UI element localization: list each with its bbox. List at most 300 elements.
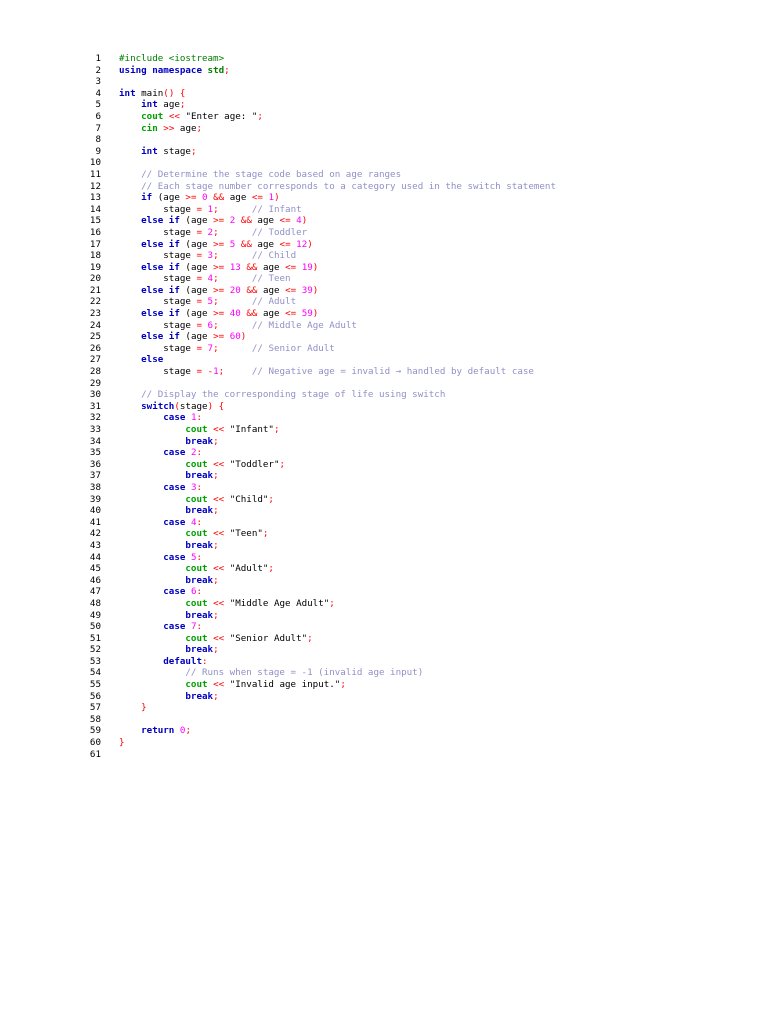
code-text bbox=[119, 308, 318, 320]
code-token: std bbox=[207, 64, 225, 76]
code-token: 19 bbox=[301, 261, 313, 273]
code-line bbox=[0, 181, 768, 193]
line-number: 4 bbox=[95, 87, 101, 99]
line-number: 61 bbox=[89, 748, 101, 760]
line-number: 29 bbox=[89, 377, 101, 389]
code-line bbox=[0, 517, 768, 529]
code-line bbox=[0, 447, 768, 459]
line-number: 26 bbox=[89, 342, 101, 354]
code-token: // Display the corresponding stage of life using switch bbox=[141, 389, 446, 401]
code-token bbox=[119, 633, 185, 644]
code-text bbox=[119, 169, 401, 181]
code-token bbox=[119, 146, 141, 157]
line-number: 15 bbox=[89, 215, 101, 227]
code-line bbox=[0, 239, 768, 251]
line-number: 48 bbox=[89, 597, 101, 609]
code-token: ) { bbox=[207, 400, 225, 412]
code-token: << bbox=[213, 493, 225, 505]
code-token: break bbox=[185, 539, 214, 551]
code-token: else if bbox=[141, 284, 180, 296]
code-token bbox=[119, 389, 141, 400]
code-token: 5 bbox=[229, 238, 236, 250]
code-token: case bbox=[163, 621, 186, 633]
code-text bbox=[119, 679, 346, 691]
code-token: ; bbox=[273, 424, 280, 435]
code-text bbox=[119, 586, 202, 598]
code-token: age bbox=[257, 261, 286, 273]
code-token: else if bbox=[141, 215, 180, 227]
code-line bbox=[0, 679, 768, 691]
code-token: ; bbox=[213, 203, 219, 215]
code-token: // Infant bbox=[251, 203, 302, 215]
code-token: // Senior Adult bbox=[251, 342, 335, 354]
code-token: 5 bbox=[190, 551, 197, 563]
code-token: "Middle Age Adult" bbox=[224, 597, 330, 609]
code-token: = bbox=[196, 366, 202, 378]
code-token: 1 bbox=[207, 203, 214, 215]
code-token bbox=[119, 517, 163, 528]
code-token: ( bbox=[174, 400, 180, 412]
code-token bbox=[219, 227, 252, 238]
code-token: break bbox=[185, 505, 214, 517]
code-text bbox=[119, 691, 219, 703]
line-number: 28 bbox=[89, 366, 101, 378]
code-token: else bbox=[141, 354, 164, 366]
code-token: ; bbox=[213, 296, 219, 308]
code-token: stage bbox=[119, 203, 197, 215]
code-token bbox=[224, 366, 252, 377]
code-text bbox=[119, 401, 224, 413]
line-number: 60 bbox=[89, 737, 101, 749]
code-token: 2 bbox=[190, 447, 197, 459]
code-token bbox=[119, 679, 185, 690]
code-token: stage bbox=[119, 226, 197, 238]
code-token: << bbox=[213, 632, 225, 644]
code-token: case bbox=[163, 481, 186, 493]
code-token: <= bbox=[279, 215, 291, 227]
code-token bbox=[119, 691, 185, 702]
code-line bbox=[0, 702, 768, 714]
line-number: 27 bbox=[89, 354, 101, 366]
code-line bbox=[0, 204, 768, 216]
code-token bbox=[119, 725, 141, 736]
code-token: // Child bbox=[251, 250, 297, 262]
code-text bbox=[119, 436, 219, 448]
code-token: 7 bbox=[207, 342, 214, 354]
code-token: "Toddler" bbox=[224, 458, 280, 470]
code-token: stage bbox=[157, 145, 191, 157]
code-token: (age bbox=[179, 261, 214, 273]
code-line bbox=[0, 389, 768, 401]
code-text bbox=[119, 192, 280, 204]
code-text bbox=[119, 494, 274, 506]
code-token: break bbox=[185, 470, 214, 482]
code-token: >= bbox=[213, 261, 225, 273]
code-text bbox=[119, 215, 307, 227]
code-token: ; bbox=[213, 435, 219, 447]
line-number: 17 bbox=[89, 238, 101, 250]
code-token: ; bbox=[213, 505, 219, 517]
code-text bbox=[119, 459, 285, 471]
code-text bbox=[119, 412, 202, 424]
code-token bbox=[119, 239, 141, 250]
code-line bbox=[0, 123, 768, 135]
code-token: case bbox=[163, 516, 186, 528]
code-token: 1 bbox=[213, 366, 219, 378]
code-text bbox=[119, 227, 307, 239]
code-token: } bbox=[141, 702, 147, 714]
line-number: 54 bbox=[89, 667, 101, 679]
code-token: = bbox=[196, 342, 202, 354]
line-number: 36 bbox=[89, 458, 101, 470]
code-token: 6 bbox=[190, 586, 197, 598]
code-token: break bbox=[185, 609, 214, 621]
code-token: cout bbox=[185, 458, 208, 470]
code-token bbox=[119, 111, 141, 122]
code-token: = bbox=[196, 250, 202, 262]
code-line bbox=[0, 633, 768, 645]
code-token: 0 bbox=[179, 725, 186, 737]
code-token: (age bbox=[179, 331, 214, 343]
code-line bbox=[0, 436, 768, 448]
line-number: 37 bbox=[89, 470, 101, 482]
code-token: : bbox=[196, 447, 203, 459]
code-token bbox=[119, 424, 185, 435]
code-token: >> bbox=[163, 122, 175, 134]
code-token: ) bbox=[312, 261, 319, 273]
code-line bbox=[0, 285, 768, 297]
code-token: ; bbox=[279, 458, 286, 470]
code-line bbox=[0, 308, 768, 320]
code-token: return bbox=[141, 725, 175, 737]
code-token: ; bbox=[185, 725, 191, 737]
code-token: <= bbox=[251, 192, 263, 204]
code-token: break bbox=[185, 435, 214, 447]
code-token bbox=[119, 621, 163, 632]
line-number: 5 bbox=[95, 99, 101, 111]
code-token bbox=[119, 447, 163, 458]
code-text bbox=[119, 65, 230, 77]
code-token: int bbox=[119, 87, 136, 99]
code-token: 39 bbox=[301, 284, 313, 296]
code-token: (age bbox=[179, 284, 214, 296]
code-token: 2 bbox=[207, 226, 214, 238]
line-number: 12 bbox=[89, 180, 101, 192]
code-token: (age bbox=[179, 238, 214, 250]
code-text bbox=[119, 737, 125, 749]
code-token: else if bbox=[141, 261, 180, 273]
code-token: = bbox=[196, 296, 202, 308]
code-line bbox=[0, 598, 768, 610]
code-token: (age bbox=[179, 308, 214, 320]
line-number: 57 bbox=[89, 702, 101, 714]
code-text bbox=[119, 470, 219, 482]
code-token: = bbox=[196, 226, 202, 238]
code-token: "Enter age: " bbox=[179, 110, 258, 122]
line-number: 33 bbox=[89, 424, 101, 435]
code-token: ; bbox=[179, 99, 186, 111]
code-token: ; bbox=[224, 64, 230, 76]
line-number: 22 bbox=[89, 296, 101, 308]
code-line bbox=[0, 331, 768, 343]
line-number: 44 bbox=[89, 551, 101, 563]
code-text bbox=[119, 285, 318, 297]
code-text bbox=[119, 204, 302, 216]
code-token: stage bbox=[119, 342, 197, 354]
code-token: cout bbox=[185, 563, 208, 575]
code-token: using namespace bbox=[119, 64, 202, 76]
line-number: 45 bbox=[89, 563, 101, 575]
code-token: >= bbox=[213, 308, 225, 320]
code-token: cout bbox=[185, 424, 208, 435]
code-token: ; bbox=[213, 690, 219, 702]
code-line bbox=[0, 470, 768, 482]
code-line bbox=[0, 656, 768, 668]
code-token: ; bbox=[329, 597, 335, 609]
code-line bbox=[0, 227, 768, 239]
code-token: "Infant" bbox=[224, 424, 274, 435]
code-token bbox=[119, 482, 163, 493]
code-line bbox=[0, 354, 768, 366]
code-line bbox=[0, 273, 768, 285]
code-line bbox=[0, 610, 768, 622]
line-number: 49 bbox=[89, 609, 101, 621]
code-token: break bbox=[185, 644, 214, 656]
code-text bbox=[119, 656, 208, 668]
line-number: 19 bbox=[89, 261, 101, 273]
code-token: cout bbox=[185, 493, 208, 505]
code-text bbox=[119, 389, 445, 401]
code-token: "Child" bbox=[224, 493, 269, 505]
code-token: << bbox=[213, 679, 225, 691]
code-token: && bbox=[246, 284, 258, 296]
code-line bbox=[0, 134, 768, 146]
code-token bbox=[119, 552, 163, 563]
code-text bbox=[119, 250, 296, 262]
line-number: 35 bbox=[89, 447, 101, 459]
code-token: <= bbox=[285, 308, 297, 320]
line-number: 43 bbox=[89, 539, 101, 551]
code-token: age bbox=[174, 122, 197, 134]
code-line bbox=[0, 343, 768, 355]
code-token: ) bbox=[312, 284, 319, 296]
code-text bbox=[119, 88, 185, 100]
code-token bbox=[119, 667, 185, 678]
code-token bbox=[119, 494, 185, 505]
line-number: 8 bbox=[95, 134, 101, 146]
line-number: 7 bbox=[95, 122, 101, 134]
code-line bbox=[0, 65, 768, 77]
code-token: >= bbox=[213, 215, 225, 227]
code-token bbox=[119, 331, 141, 342]
code-token: 3 bbox=[207, 250, 214, 262]
code-token bbox=[119, 540, 185, 551]
code-token: () { bbox=[163, 87, 186, 99]
line-number: 32 bbox=[89, 412, 101, 424]
code-token: 13 bbox=[229, 261, 241, 273]
line-number: 21 bbox=[89, 284, 101, 296]
code-line bbox=[0, 749, 768, 761]
code-token: stage bbox=[119, 296, 197, 308]
code-token: ; bbox=[218, 366, 225, 378]
code-text bbox=[119, 146, 197, 158]
code-line bbox=[0, 76, 768, 88]
code-token: 4 bbox=[296, 215, 302, 227]
code-text bbox=[119, 702, 147, 714]
code-line bbox=[0, 505, 768, 517]
code-token: 20 bbox=[229, 284, 241, 296]
line-number: 18 bbox=[89, 250, 101, 262]
code-line bbox=[0, 378, 768, 390]
code-text bbox=[119, 273, 291, 285]
code-token: stage bbox=[119, 319, 197, 331]
code-line bbox=[0, 482, 768, 494]
code-text bbox=[119, 366, 534, 378]
code-token: : bbox=[196, 516, 203, 528]
code-line bbox=[0, 575, 768, 587]
line-number: 13 bbox=[89, 192, 101, 204]
line-number: 24 bbox=[89, 319, 101, 331]
code-line bbox=[0, 714, 768, 726]
code-text bbox=[119, 111, 263, 123]
code-token: : bbox=[196, 551, 203, 563]
code-text bbox=[119, 528, 268, 540]
code-token: <= bbox=[279, 238, 291, 250]
code-token: case bbox=[163, 412, 186, 424]
code-token: ; bbox=[307, 632, 313, 644]
code-token: 3 bbox=[190, 481, 197, 493]
code-token: 4 bbox=[207, 273, 214, 285]
code-text bbox=[119, 633, 313, 645]
code-token: // Negative age = invalid → handled by default case bbox=[251, 366, 534, 378]
code-token: 12 bbox=[296, 238, 308, 250]
code-text bbox=[119, 621, 202, 633]
code-token: ; bbox=[262, 528, 269, 540]
code-token bbox=[119, 575, 185, 586]
code-token bbox=[119, 354, 141, 365]
code-text bbox=[119, 123, 202, 135]
code-text bbox=[119, 505, 219, 517]
code-token: else if bbox=[141, 308, 180, 320]
code-token: // Determine the stage code based on age ranges bbox=[141, 168, 402, 180]
code-token: age bbox=[157, 99, 180, 111]
code-token: ; bbox=[268, 563, 274, 575]
code-token: ) bbox=[312, 308, 319, 320]
code-token: switch bbox=[141, 400, 175, 412]
code-line bbox=[0, 667, 768, 679]
code-token bbox=[119, 528, 185, 539]
code-token: : bbox=[196, 412, 203, 424]
code-token: stage bbox=[179, 400, 208, 412]
code-line bbox=[0, 563, 768, 575]
code-token: : bbox=[196, 621, 203, 633]
code-token: << bbox=[213, 563, 225, 575]
code-line bbox=[0, 737, 768, 749]
code-token bbox=[119, 285, 141, 296]
code-line bbox=[0, 494, 768, 506]
code-text bbox=[119, 610, 219, 622]
code-token bbox=[119, 470, 185, 481]
code-token: "Teen" bbox=[224, 528, 263, 540]
line-number: 14 bbox=[89, 203, 101, 215]
code-line bbox=[0, 146, 768, 158]
code-token: cout bbox=[185, 679, 208, 691]
code-token: int bbox=[141, 145, 158, 157]
line-number: 3 bbox=[95, 76, 101, 88]
code-token: cout bbox=[141, 110, 164, 122]
code-token: age bbox=[257, 308, 286, 320]
line-number: 34 bbox=[89, 435, 101, 447]
code-token: case bbox=[163, 551, 186, 563]
code-token bbox=[119, 586, 163, 597]
code-token: 5 bbox=[207, 296, 214, 308]
code-token: << bbox=[213, 424, 225, 435]
code-token: ; bbox=[213, 644, 219, 656]
code-token: if bbox=[141, 192, 153, 204]
code-token: >= bbox=[213, 284, 225, 296]
code-token: ; bbox=[213, 319, 219, 331]
code-token: ; bbox=[213, 574, 219, 586]
code-text bbox=[119, 575, 219, 587]
code-token: stage bbox=[119, 366, 197, 378]
code-token: age bbox=[224, 192, 252, 204]
line-number: 41 bbox=[89, 516, 101, 528]
code-listing bbox=[0, 53, 768, 760]
line-number: 53 bbox=[89, 655, 101, 667]
code-text bbox=[119, 262, 318, 274]
code-token: ; bbox=[196, 122, 203, 134]
code-token: 2 bbox=[229, 215, 236, 227]
line-number: 52 bbox=[89, 644, 101, 656]
code-text bbox=[119, 725, 191, 737]
code-token: break bbox=[185, 574, 214, 586]
code-line bbox=[0, 250, 768, 262]
code-token: ; bbox=[340, 679, 346, 691]
line-number: 2 bbox=[95, 64, 101, 76]
code-line bbox=[0, 540, 768, 552]
code-token: && bbox=[240, 238, 252, 250]
code-line bbox=[0, 621, 768, 633]
code-token bbox=[219, 320, 252, 331]
code-token: ; bbox=[213, 250, 219, 262]
code-token: ; bbox=[213, 226, 219, 238]
code-token: int bbox=[141, 99, 158, 111]
code-token bbox=[119, 702, 141, 713]
code-token: << bbox=[213, 597, 225, 609]
code-token: ; bbox=[257, 110, 263, 122]
code-token: 1 bbox=[190, 412, 197, 424]
code-line bbox=[0, 169, 768, 181]
line-number: 9 bbox=[95, 145, 101, 157]
line-number: 39 bbox=[89, 493, 101, 505]
code-text bbox=[119, 517, 202, 529]
line-number: 50 bbox=[89, 621, 101, 633]
code-token: 1 bbox=[268, 192, 275, 204]
code-text bbox=[119, 53, 224, 65]
code-line bbox=[0, 262, 768, 274]
code-token bbox=[219, 250, 252, 261]
code-token: ; bbox=[213, 609, 219, 621]
code-token: "Adult" bbox=[224, 563, 269, 575]
code-token bbox=[219, 296, 252, 307]
code-token: >= bbox=[185, 192, 197, 204]
line-number: 58 bbox=[89, 713, 101, 725]
code-line bbox=[0, 401, 768, 413]
line-number: 55 bbox=[89, 679, 101, 691]
code-token: cout bbox=[185, 528, 208, 540]
line-number: 30 bbox=[89, 389, 101, 401]
code-token: ; bbox=[268, 493, 274, 505]
